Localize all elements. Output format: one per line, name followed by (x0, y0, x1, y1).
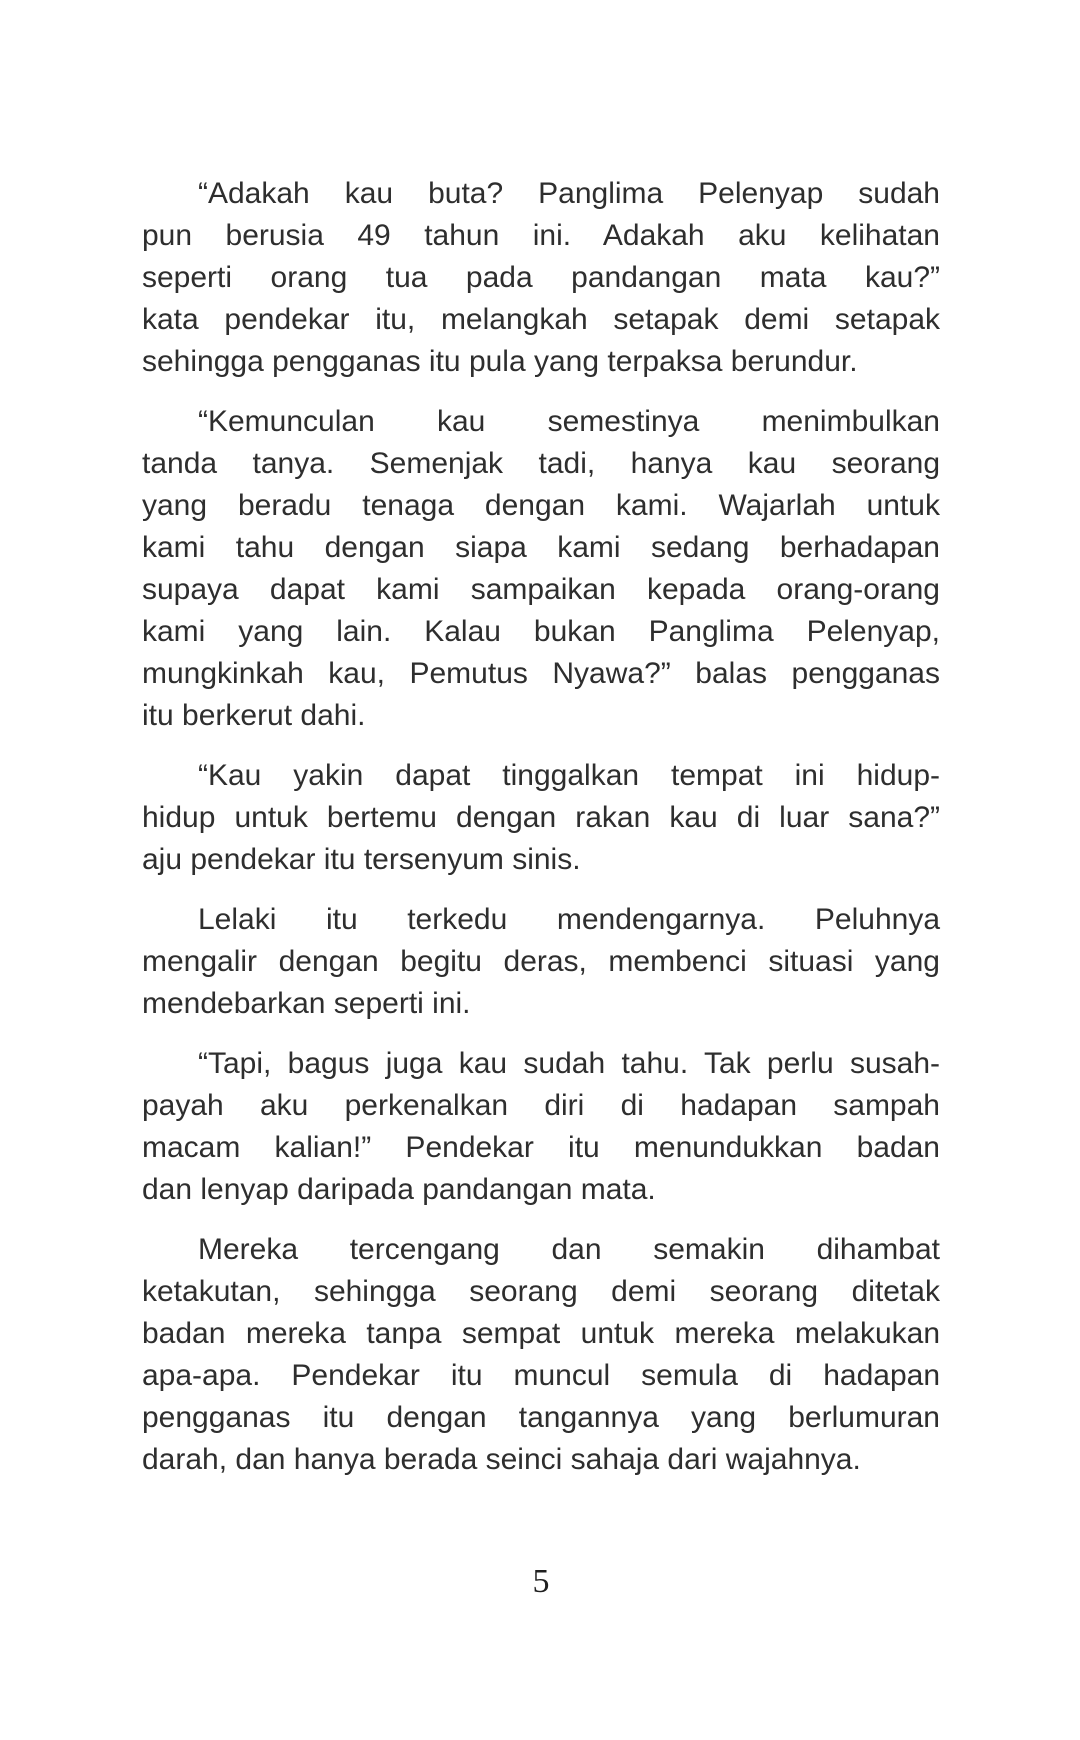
text-line: supaya dapat kami sampaikan kepada orang-orang (142, 573, 940, 606)
paragraph (142, 401, 940, 737)
paragraph (142, 173, 940, 383)
book-page-text (142, 173, 940, 1499)
text-line: tanda tanya. Semenjak tadi, hanya kau seorang (142, 447, 940, 480)
paragraph (142, 755, 940, 881)
text-line: kami tahu dengan siapa kami sedang berhadapan (142, 531, 940, 564)
text-line: “Tapi, bagus juga kau sudah tahu. Tak perlu susah- (198, 1047, 940, 1080)
text-line: mengalir dengan begitu deras, membenci situasi yang (142, 945, 940, 978)
text-line: kata pendekar itu, melangkah setapak demi setapak (142, 303, 940, 336)
text-line: kami yang lain. Kalau bukan Panglima Pelenyap, (142, 615, 940, 648)
text-line: hidup untuk bertemu dengan rakan kau di luar sana?” (142, 801, 940, 834)
text-line: pun berusia 49 tahun ini. Adakah aku kelihatan (142, 219, 940, 252)
text-line: macam kalian!” Pendekar itu menundukkan badan (142, 1131, 940, 1164)
page-number: 5 (532, 1563, 550, 1600)
text-line: sehingga pengganas itu pula yang terpaksa berundur. (142, 345, 858, 378)
text-line: “Adakah kau buta? Panglima Pelenyap sudah (198, 177, 940, 210)
text-line: pengganas itu dengan tangannya yang berlumuran (142, 1401, 940, 1434)
text-line: badan mereka tanpa sempat untuk mereka melakukan (142, 1317, 940, 1350)
text-line: darah, dan hanya berada seinci sahaja dari wajahnya. (142, 1443, 861, 1476)
text-line: seperti orang tua pada pandangan mata kau?” (142, 261, 940, 294)
text-line: “Kau yakin dapat tinggalkan tempat ini hidup- (198, 759, 940, 792)
text-line: “Kemunculan kau semestinya menimbulkan (198, 405, 940, 438)
paragraph (142, 899, 940, 1025)
text-line: dan lenyap daripada pandangan mata. (142, 1173, 656, 1206)
text-line: aju pendekar itu tersenyum sinis. (142, 843, 581, 876)
text-line: payah aku perkenalkan diri di hadapan sampah (142, 1089, 940, 1122)
paragraph (142, 1043, 940, 1211)
text-line: apa-apa. Pendekar itu muncul semula di hadapan (142, 1359, 940, 1392)
paragraph (142, 1229, 940, 1481)
text-line: mungkinkah kau, Pemutus Nyawa?” balas pengganas (142, 657, 940, 690)
text-line: Mereka tercengang dan semakin dihambat (198, 1233, 940, 1266)
text-line: yang beradu tenaga dengan kami. Wajarlah untuk (142, 489, 940, 522)
text-line: Lelaki itu terkedu mendengarnya. Peluhnya (198, 903, 940, 936)
text-line: ketakutan, sehingga seorang demi seorang ditetak (142, 1275, 940, 1308)
text-line: mendebarkan seperti ini. (142, 987, 471, 1020)
text-line: itu berkerut dahi. (142, 699, 366, 732)
